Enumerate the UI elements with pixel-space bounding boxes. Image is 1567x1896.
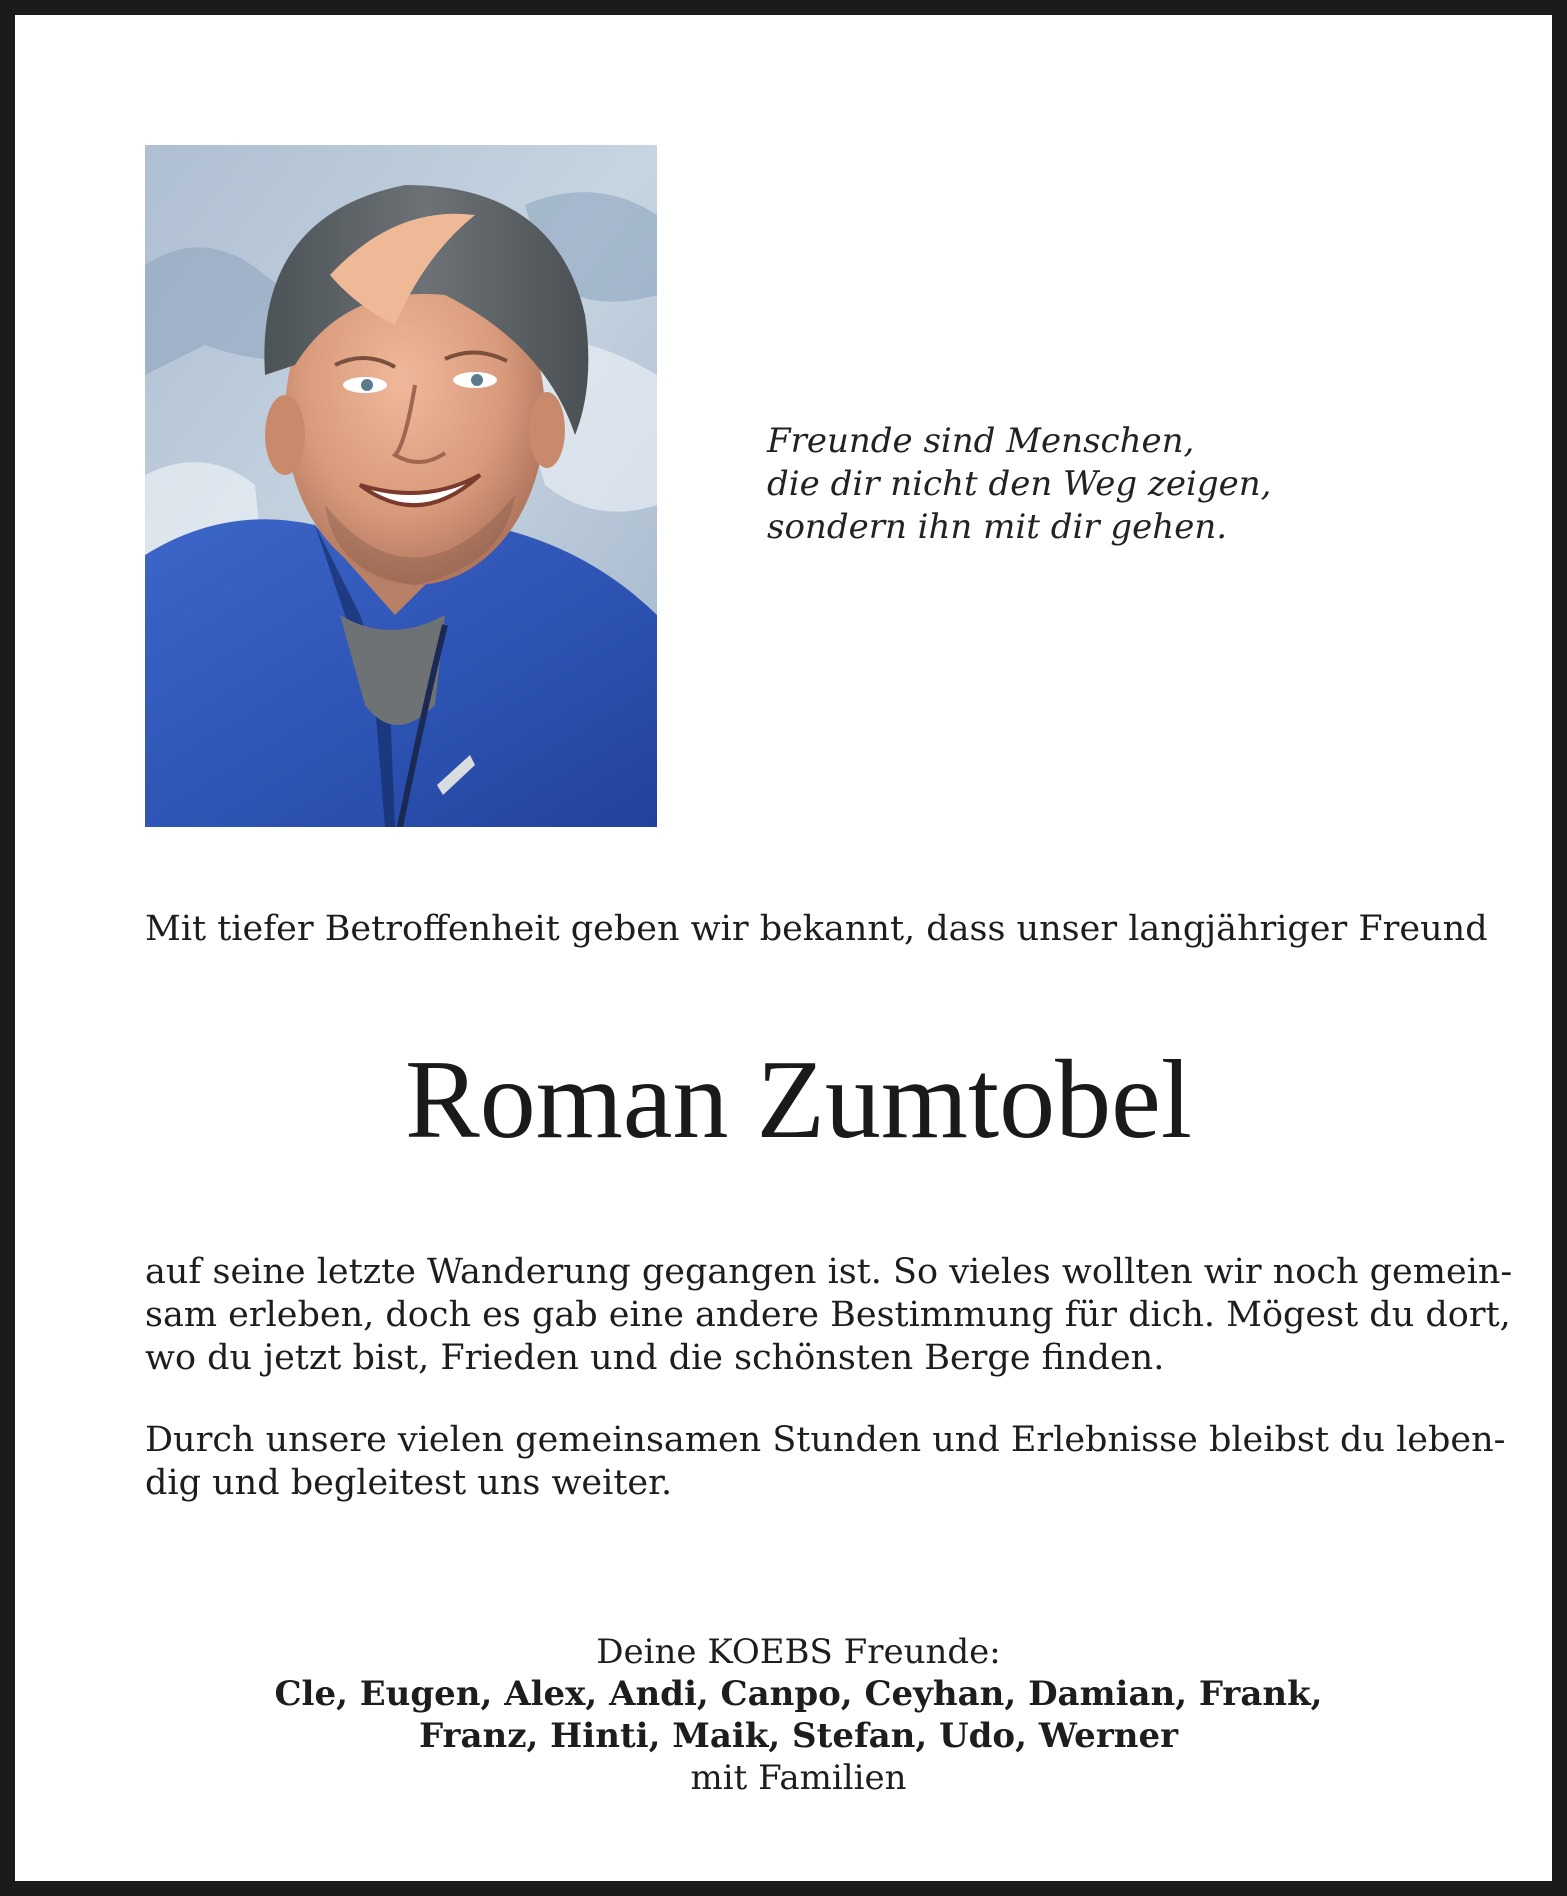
- portrait-photo: [145, 145, 657, 827]
- quote-line: Freunde sind Menschen,: [767, 421, 1195, 461]
- quote-line: die dir nicht den Weg zeigen,: [767, 464, 1272, 504]
- quote-line: sondern ihn mit dir gehen.: [767, 507, 1228, 547]
- portrait-illustration: [145, 145, 657, 827]
- signature-names-line: Cle, Eugen, Alex, Andi, Canpo, Ceyhan, Damian, Frank,: [274, 1674, 1323, 1714]
- tribute-paragraph: [145, 1251, 1513, 1380]
- paragraph-line: auf seine letzte Wanderung gegangen ist. So vieles wollten wir noch gemein-: [145, 1252, 1513, 1292]
- memorial-quote: [767, 420, 1407, 549]
- tribute-paragraph-closing: [145, 1419, 1506, 1505]
- paragraph-line: sam erleben, doch es gab eine andere Bestimmung für dich. Mögest du dort,: [145, 1295, 1511, 1335]
- signature-block: [145, 1631, 1452, 1799]
- deceased-name: Roman Zumtobel: [404, 1038, 1192, 1162]
- signature-intro: Deine KOEBS Freunde:: [596, 1632, 1001, 1672]
- paragraph-line: dig und begleitest uns weiter.: [145, 1463, 673, 1503]
- signature-names-line: Franz, Hinti, Maik, Stefan, Udo, Werner: [419, 1716, 1178, 1756]
- announcement-text: Mit tiefer Betroffenheit geben wir bekannt, dass unser langjähriger Freund: [145, 909, 1488, 949]
- paragraph-line: Durch unsere vielen gemeinsamen Stunden und Erlebnisse bleibst du leben-: [145, 1420, 1506, 1460]
- signature-closing: mit Familien: [690, 1758, 907, 1798]
- paragraph-line: wo du jetzt bist, Frieden und die schönsten Berge finden.: [145, 1338, 1165, 1378]
